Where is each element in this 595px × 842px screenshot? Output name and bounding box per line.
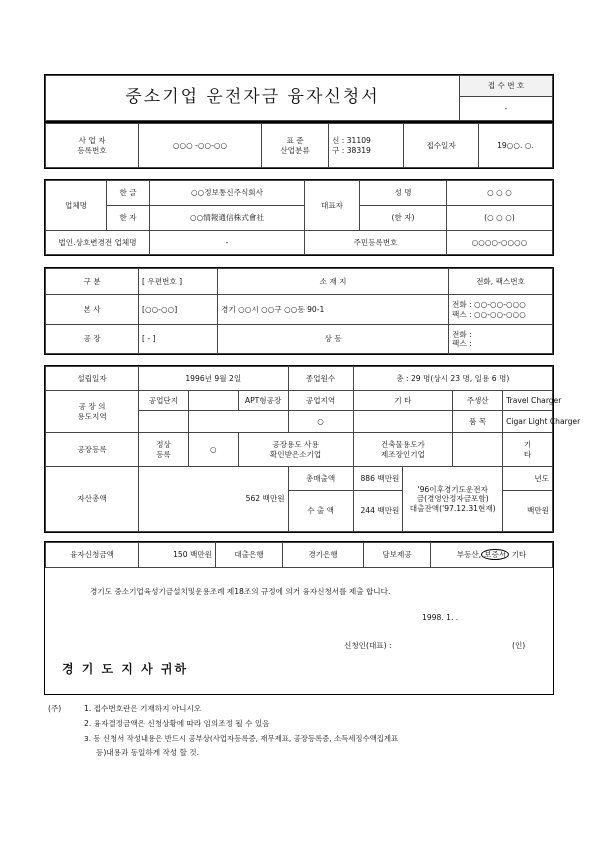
normal-reg-label — [139, 433, 189, 467]
hq-fax: 팩스 : ○○-○○-○○○ — [452, 309, 526, 319]
factory-address-field[interactable]: 상 동 — [218, 325, 449, 354]
collateral-option-realestate[interactable]: 부동산, — [456, 550, 482, 560]
hangul-name-field[interactable]: ○○정보통신주식회사 — [150, 181, 305, 206]
zone-complex-mark[interactable] — [139, 411, 189, 433]
employees-label: 종업원수 — [288, 367, 353, 391]
factory-label: 공 장 — [46, 325, 139, 354]
collateral-option-guarantee[interactable]: 보증서 — [481, 549, 509, 560]
title-block — [44, 74, 554, 122]
std-old: 구 : 38319 — [332, 145, 371, 155]
prior-amount-field[interactable]: 백만원 — [503, 491, 553, 532]
sales-label: 총매출액 — [288, 467, 353, 491]
normal-reg-1: 정상 — [156, 440, 171, 450]
statement-text: 경기도 중소기업육성기금설치및운용조례 제18조의 규정에 의거 융자신청서를 제출 합니다. — [90, 587, 391, 596]
other-1: 기 — [523, 440, 532, 450]
zone-other-mark[interactable] — [353, 411, 453, 433]
zone-industrial-label: 공업지역 — [288, 391, 353, 411]
details-block — [44, 365, 581, 533]
addressee: 경 기 도 지 사 귀하 — [62, 662, 189, 676]
note-3: 3. 동 신청서 작성내용은 반드시 공부상(사업자등록증, 재무제표, 공장등록증, 소득세징수액집계표 — [84, 734, 399, 743]
rep-hanja-field[interactable]: (○ ○ ○) — [447, 206, 553, 231]
assets-field[interactable]: 562 백만원 — [139, 467, 289, 532]
std-label-2: 산업분류 — [280, 145, 310, 155]
hanja-name-field[interactable]: ○○情報通信株式會社 — [150, 206, 305, 231]
hq-phone-field[interactable] — [449, 295, 553, 325]
zone-complex-label: 공업단지 — [139, 391, 189, 411]
prior-2: 금(경영안정자금포함) — [416, 494, 489, 504]
amount-label: 융자신청금액 — [46, 543, 139, 568]
founded-field[interactable]: 1996년 9월 2일 — [139, 367, 289, 391]
zone-industrial-mark[interactable]: ○ — [288, 411, 353, 433]
product-2-field[interactable]: Cigar Light Charger — [503, 411, 553, 433]
collateral-label: 담보제공 — [364, 543, 431, 568]
confirm-1: 공장용도 사용 — [272, 440, 319, 450]
product-1-field[interactable]: Travel Charger — [503, 391, 553, 411]
rep-hanja-label: (한 자) — [360, 206, 447, 231]
note-1: 1. 접수번호란은 기재하지 아니시오 — [84, 704, 202, 713]
collateral-option-other[interactable]: 기타 — [511, 550, 527, 560]
zone-label — [46, 391, 139, 433]
prior-year-field[interactable]: 년도 — [503, 467, 553, 491]
sales-field[interactable]: 886 백만원 — [353, 467, 403, 491]
building-mark[interactable] — [453, 433, 503, 467]
loc-col-phone: 전화, 팩스번호 — [449, 269, 553, 295]
assets-label: 자산총액 — [46, 467, 139, 532]
std-label-1: 표 준 — [286, 136, 304, 146]
rep-name-field[interactable]: ○ ○ ○ — [447, 181, 553, 206]
loc-col-zip: [ 우편번호 ] — [139, 269, 218, 295]
std-new: 신 : 31109 — [332, 136, 371, 146]
biz-reg-label-2: 등록번호 — [77, 145, 107, 155]
receipt-no-label: 접 수 번 호 — [460, 76, 553, 97]
company-name-label: 업체명 — [46, 181, 107, 231]
note-3-cont: 등)내용과 동일하게 작성 할 것. — [96, 748, 200, 757]
prev-name-field[interactable]: - — [150, 231, 305, 255]
hq-label: 본 사 — [46, 295, 139, 325]
export-field[interactable]: 244 백만원 — [353, 491, 403, 532]
factory-zip-field[interactable]: [ - ] — [139, 325, 218, 354]
notes-marker: (주) — [48, 704, 62, 713]
building-1: 건축물용도가 — [380, 440, 425, 450]
factory-phone: 전화 : — [452, 329, 472, 339]
export-label: 수 출 액 — [288, 491, 353, 532]
rep-name-label: 성 명 — [360, 181, 447, 206]
zone-apt-mark[interactable] — [188, 411, 288, 433]
collateral-field[interactable] — [431, 543, 553, 568]
bank-field[interactable]: 경기은행 — [283, 543, 364, 568]
factory-phone-field[interactable] — [449, 325, 553, 354]
confirm-2: 확인받은소기업 — [269, 449, 322, 459]
hq-address-field[interactable]: 경기 ○○시 ○○구 ○○동 90-1 — [218, 295, 449, 325]
resident-no-label: 주민등록번호 — [305, 231, 447, 255]
hanja-label: 한 자 — [107, 206, 150, 231]
registration-block — [44, 122, 554, 169]
receipt-no-field[interactable]: - — [460, 97, 553, 121]
building-2: 제조장인기업 — [380, 449, 425, 459]
biz-reg-label — [46, 124, 139, 168]
bank-label: 대출은행 — [216, 543, 283, 568]
rep-label: 대표자 — [305, 181, 360, 231]
biz-reg-field[interactable]: ○○○ -○○-○○ — [139, 124, 262, 168]
loc-col-type: 구 분 — [46, 269, 139, 295]
zone-other-label: 기 타 — [353, 391, 453, 411]
amount-field[interactable]: 150 백만원 — [139, 543, 216, 568]
applicant-label: 신청인(대표) : — [344, 641, 392, 650]
hangul-label: 한 글 — [107, 181, 150, 206]
prior-loan-label — [403, 467, 503, 532]
hq-zip-field[interactable]: [○○-○○] — [139, 295, 218, 325]
seal-mark: (인) — [512, 641, 526, 650]
resident-no-field[interactable]: ○○○○-○○○○ — [447, 231, 553, 255]
note-2: 2. 융자결정금액은 신청상황에 따라 임의조정 될 수 있음 — [84, 719, 270, 728]
form-title-text: 중소기업 운전자금 융자신청서 — [125, 87, 380, 108]
std-class-field[interactable] — [329, 124, 404, 168]
factory-reg-label: 공장등록 — [46, 433, 139, 467]
hq-phone: 전화 : ○○-○○-○○○ — [452, 300, 526, 310]
zone-label-1: 공 장 의 — [78, 402, 106, 412]
product-label: 주생산 — [453, 391, 503, 411]
receipt-date-field[interactable]: 19○○. ○. — [479, 124, 553, 168]
founded-label: 설립일자 — [46, 367, 139, 391]
factory-fax: 팩스 : — [452, 339, 472, 348]
receipt-date-label: 접수일자 — [404, 124, 479, 168]
confirm-label — [238, 433, 353, 467]
zone-apt-prefix — [188, 391, 238, 411]
std-class-label — [262, 124, 329, 168]
normal-reg-2: 등록 — [156, 449, 171, 459]
form-title — [46, 76, 460, 121]
loc-col-address: 소 재 지 — [218, 269, 449, 295]
company-block — [44, 179, 554, 256]
zone-apt-label: APT형공장 — [238, 391, 288, 411]
employees-field[interactable]: 총 : 29 명(상시 23 명, 일용 6 명) — [353, 367, 552, 391]
prior-3: 대출잔액('97.12.31현재) — [409, 503, 496, 513]
other-2: 타 — [523, 449, 532, 459]
prev-name-label: 법인.상호변경전 업체명 — [46, 231, 150, 255]
zone-label-2: 용도지역 — [77, 411, 107, 421]
application-date[interactable]: 1998. 1. . — [422, 613, 459, 622]
other-label — [503, 433, 553, 467]
product-label-2: 품 목 — [453, 411, 503, 433]
building-label — [353, 433, 453, 467]
biz-reg-label-1: 사 업 자 — [78, 136, 106, 146]
prior-1: '96이후경기도운전자 — [417, 484, 488, 494]
location-block — [44, 267, 554, 355]
normal-reg-mark[interactable]: ○ — [188, 433, 238, 467]
